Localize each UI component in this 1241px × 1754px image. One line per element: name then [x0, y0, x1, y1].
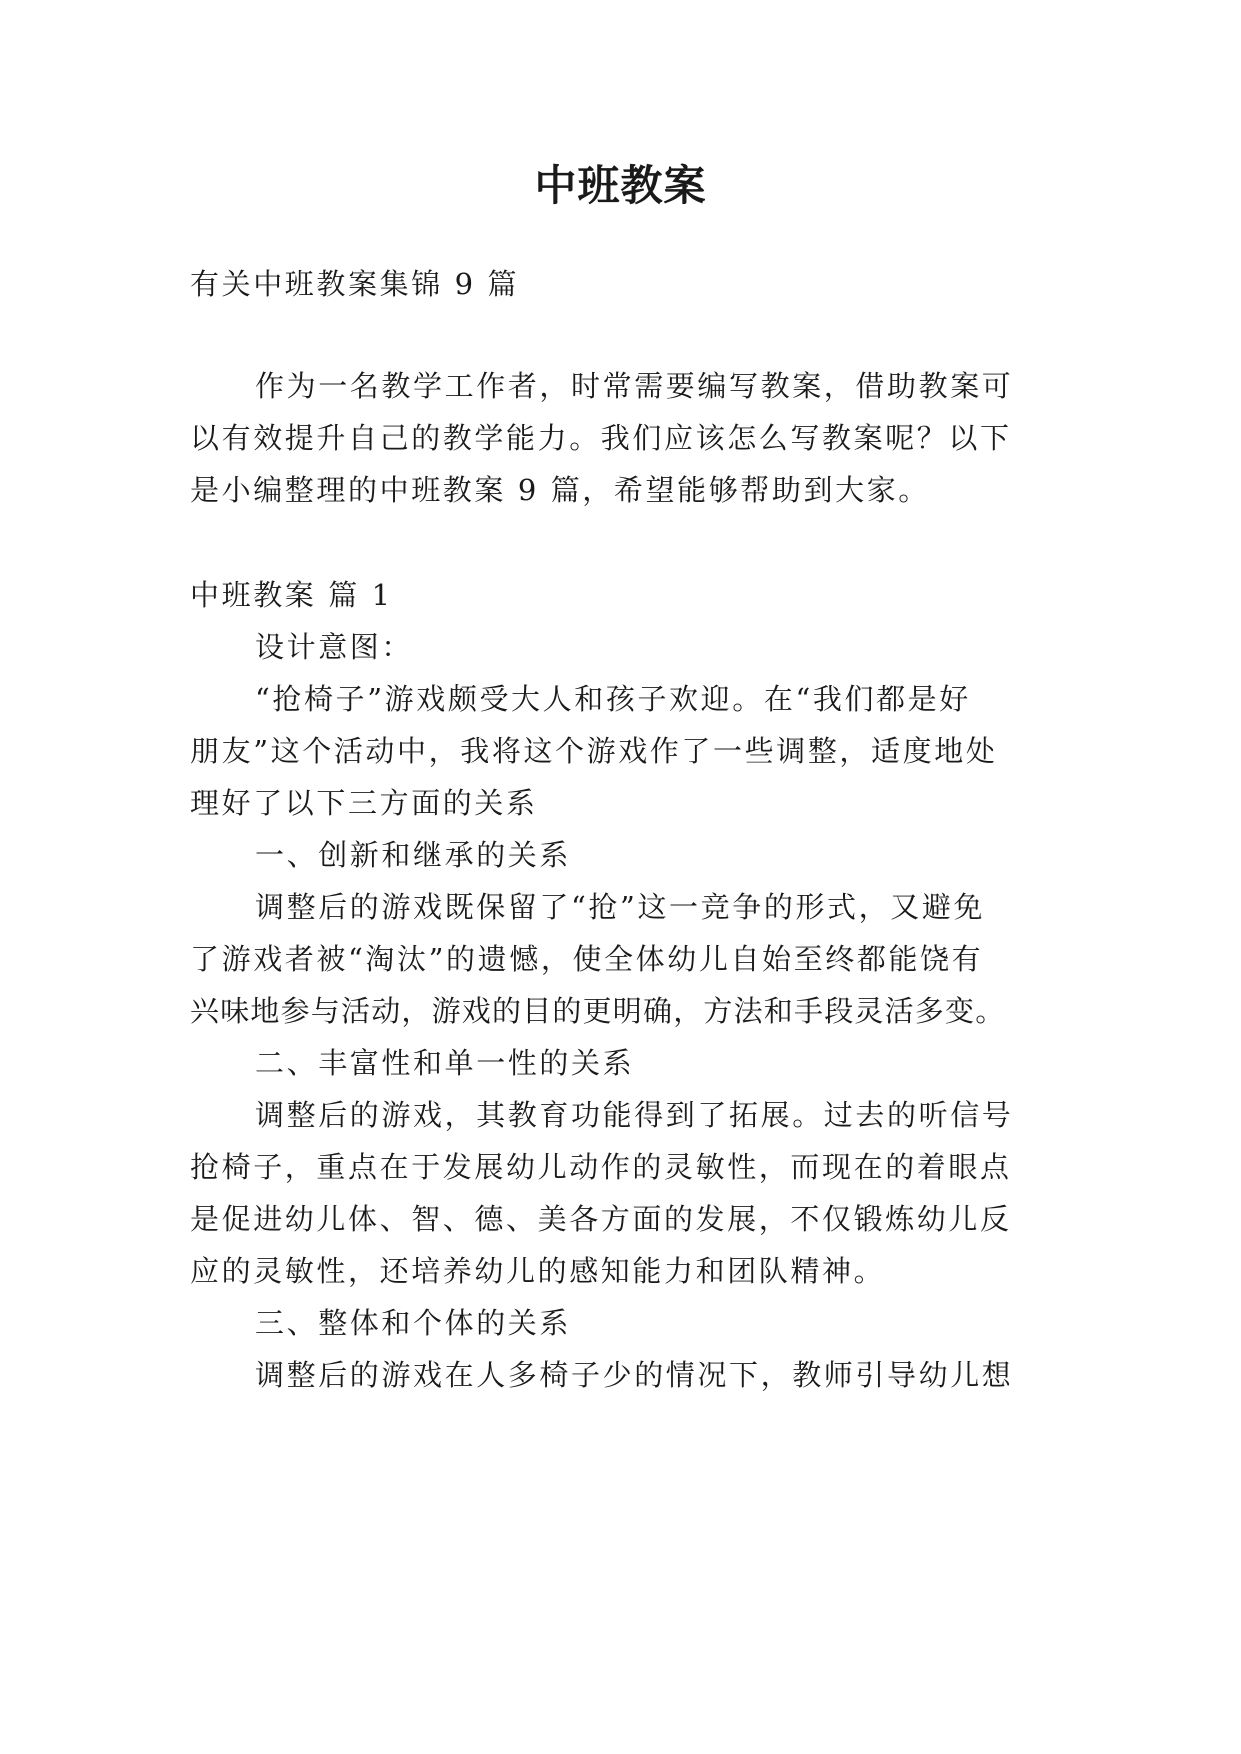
intro-line-1: 作为一名教学工作者，时常需要编写教案，借助教案可 [255, 369, 1014, 403]
body-line-1: 设计意图： [255, 630, 414, 664]
section-heading: 中班教案 篇 1 [190, 578, 393, 612]
body-line-3: 朋友”这个活动中，我将这个游戏作了一些调整，适度地处 [190, 734, 998, 768]
body-line-6: 调整后的游戏既保留了“抢”这一竞争的形式，又避免 [255, 890, 986, 924]
body-line-7: 了游戏者被“淘汰”的遗憾，使全体幼儿自始至终都能饶有 [190, 942, 984, 976]
body-line-10: 调整后的游戏，其教育功能得到了拓展。过去的听信号 [255, 1098, 1014, 1132]
body-line-14: 三、整体和个体的关系 [255, 1306, 572, 1340]
body-line-13: 应的灵敏性，还培养幼儿的感知能力和团队精神。 [190, 1254, 886, 1288]
body-line-8: 兴味地参与活动，游戏的目的更明确，方法和手段灵活多变。 [190, 994, 1006, 1028]
body-line-4: 理好了以下三方面的关系 [190, 786, 538, 820]
body-line-9: 二、丰富性和单一性的关系 [255, 1046, 635, 1080]
document-subtitle: 有关中班教案集锦 9 篇 [190, 267, 520, 301]
intro-line-3: 是小编整理的中班教案 9 篇，希望能够帮助到大家。 [190, 473, 930, 507]
body-line-11: 抢椅子，重点在于发展幼儿动作的灵敏性，而现在的着眼点 [190, 1150, 1012, 1184]
intro-line-2: 以有效提升自己的教学能力。我们应该怎么写教案呢？以下 [190, 421, 1012, 455]
body-line-15: 调整后的游戏在人多椅子少的情况下，教师引导幼儿想 [255, 1358, 1014, 1392]
body-line-2: “抢椅子”游戏颇受大人和孩子欢迎。在“我们都是好 [255, 682, 971, 716]
body-line-12: 是促进幼儿体、智、德、美各方面的发展，不仅锻炼幼儿反 [190, 1202, 1012, 1236]
document-title: 中班教案 [534, 161, 707, 210]
body-line-5: 一、创新和继承的关系 [255, 838, 572, 872]
